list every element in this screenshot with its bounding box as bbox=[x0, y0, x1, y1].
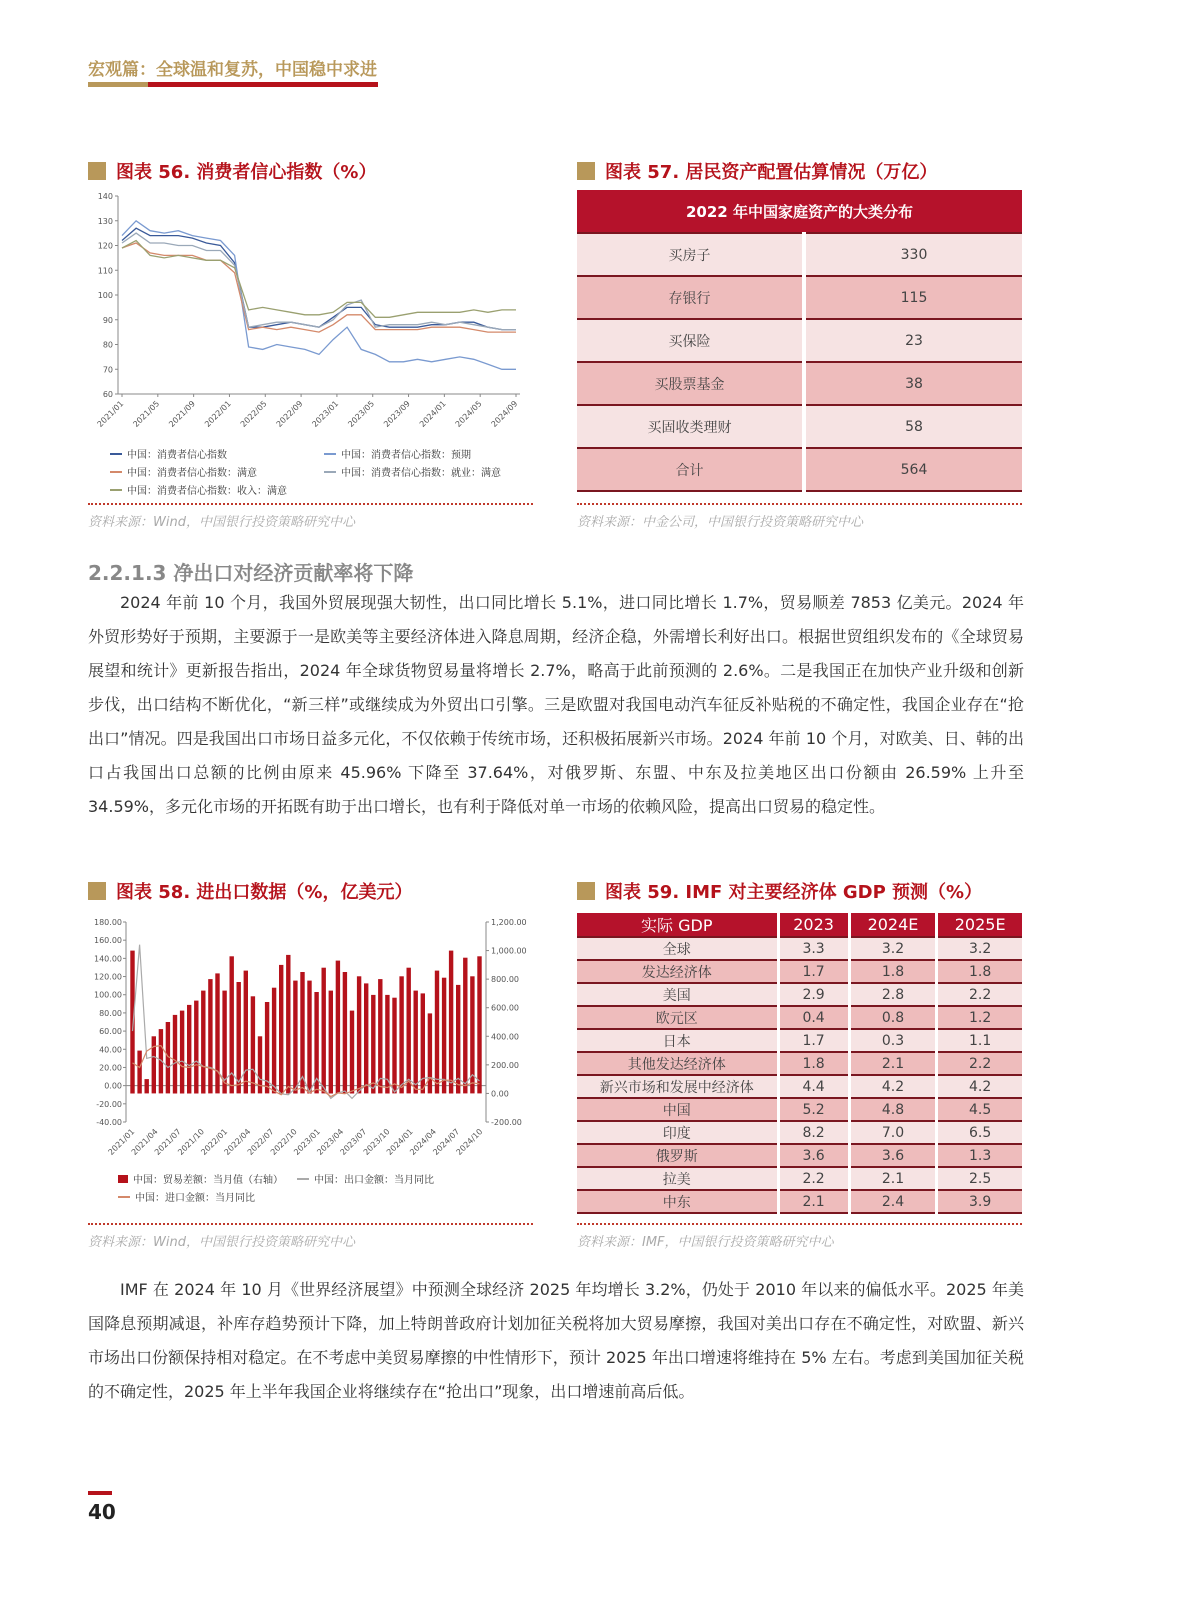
x-tick-label: 2024/10 bbox=[454, 1127, 485, 1157]
column-header: 2023 bbox=[778, 913, 849, 937]
economy-cell: 中国 bbox=[577, 1098, 778, 1121]
x-tick-label: 2021/09 bbox=[167, 399, 198, 429]
value-cell: 0.3 bbox=[849, 1029, 937, 1052]
table-row: 合计 564 bbox=[577, 448, 1022, 491]
table-row bbox=[577, 1075, 1022, 1098]
body-paragraph: IMF 在 2024 年 10 月《世界经济展望》中预测全球经济 2025 年均增长 3.2%，仍处于 2010 年以来的偏低水平。2025 年美国降息预期减退，补库存趋势预计下降，加上特朗普政府计划加征关税将加大贸易摩擦，我国对美出口存在不确定性，对欧盟、新兴市场出口份额保持相对稳定。在不考虑中美贸易摩擦的中性情形下，预计 2025 年出口增速将维持在 5% 左右。考虑到美国加征关税的不确定性，2025 年上半年我国企业将继续存在“抢出口”现象，出口增速前高后低。 bbox=[88, 1280, 1024, 1401]
economy-cell: 新兴市场和发展中经济体 bbox=[577, 1075, 778, 1098]
fig59-source: 资料来源：IMF，中国银行投资策略研究中心 bbox=[577, 1235, 834, 1250]
trade-balance-bar bbox=[329, 991, 333, 1094]
trade-balance-bar bbox=[456, 985, 460, 1094]
x-tick-label: 2024/01 bbox=[417, 399, 448, 429]
value-cell: 3.9 bbox=[937, 1190, 1022, 1213]
y-tick-label: 60 bbox=[102, 390, 113, 399]
y2-tick-label: 600.00 bbox=[491, 1003, 519, 1013]
x-tick-label: 2023/04 bbox=[315, 1127, 346, 1157]
value-cell: 1.8 bbox=[849, 960, 937, 983]
y-tick-label: 0.00 bbox=[104, 1081, 122, 1091]
table-row: 买房子 330 bbox=[577, 233, 1022, 276]
x-tick-label: 2021/10 bbox=[176, 1127, 207, 1157]
trade-balance-bar bbox=[407, 968, 411, 1094]
value-cell: 2.1 bbox=[849, 1052, 937, 1075]
table-row bbox=[577, 1190, 1022, 1213]
economy-cell: 俄罗斯 bbox=[577, 1144, 778, 1167]
economy-cell: 欧元区 bbox=[577, 1006, 778, 1029]
value-cell: 4.4 bbox=[778, 1075, 849, 1098]
value-cell: 3.2 bbox=[937, 937, 1022, 960]
trade-balance-bar bbox=[173, 1015, 177, 1094]
y-tick-label: 160.00 bbox=[94, 936, 122, 946]
trade-balance-bar bbox=[201, 991, 205, 1094]
trade-balance-bar bbox=[371, 995, 375, 1094]
value-cell: 2.2 bbox=[937, 1052, 1022, 1075]
x-tick-label: 2021/05 bbox=[131, 399, 162, 429]
trade-balance-bar bbox=[378, 979, 382, 1093]
trade-balance-bar bbox=[208, 979, 212, 1093]
trade-balance-bar bbox=[428, 1013, 432, 1093]
x-tick-label: 2024/01 bbox=[384, 1127, 415, 1157]
trade-balance-bar bbox=[137, 1051, 141, 1094]
value-cell: 4.2 bbox=[849, 1075, 937, 1098]
dotted-divider bbox=[88, 1223, 533, 1225]
square-bullet-icon bbox=[577, 162, 595, 180]
x-tick-label: 2024/07 bbox=[431, 1127, 462, 1157]
x-tick-label: 2022/10 bbox=[268, 1127, 299, 1157]
column-header: 2025E bbox=[937, 913, 1022, 937]
trade-balance-bar bbox=[399, 976, 403, 1093]
y-tick-label: 140 bbox=[97, 192, 113, 201]
fig56-title: 图表 56. 消费者信心指数（%） bbox=[88, 158, 376, 184]
value-cell: 2.2 bbox=[778, 1167, 849, 1190]
trade-balance-bar bbox=[449, 951, 453, 1094]
legend-item: 中国：消费者信心指数：预期 bbox=[324, 446, 471, 461]
economy-cell: 美国 bbox=[577, 983, 778, 1006]
y2-tick-label: 1,200.00 bbox=[491, 918, 527, 927]
x-tick-label: 2021/01 bbox=[106, 1127, 137, 1157]
series-line-1 bbox=[133, 945, 480, 1099]
value-cell: 2.9 bbox=[778, 983, 849, 1006]
value-cell: 2.5 bbox=[937, 1167, 1022, 1190]
value-cell: 1.1 bbox=[937, 1029, 1022, 1052]
x-tick-label: 2023/10 bbox=[361, 1127, 392, 1157]
value-cell: 2.1 bbox=[778, 1190, 849, 1213]
value-cell: 3.2 bbox=[849, 937, 937, 960]
section-heading: 2.2.1.3 净出口对经济贡献率将下降 bbox=[88, 561, 414, 585]
y2-tick-label: -200.00 bbox=[491, 1118, 522, 1127]
table-row bbox=[577, 1029, 1022, 1052]
y-tick-label: 140.00 bbox=[94, 954, 122, 964]
trade-balance-bar bbox=[392, 998, 396, 1094]
column-header: 2024E bbox=[849, 913, 937, 937]
trade-balance-bar bbox=[279, 965, 283, 1094]
trade-balance-bar bbox=[152, 1036, 156, 1093]
trade-data-combo-chart bbox=[88, 910, 533, 1168]
header-divider bbox=[88, 82, 378, 87]
y-tick-label: 100.00 bbox=[94, 990, 122, 1000]
trade-balance-bar bbox=[187, 1005, 191, 1094]
x-tick-label: 2024/05 bbox=[453, 399, 484, 429]
page-number-mark bbox=[88, 1491, 112, 1495]
value-cell: 1.8 bbox=[778, 1052, 849, 1075]
fig58-title: 图表 58. 进出口数据（%，亿美元） bbox=[88, 878, 412, 904]
value-cell: 2.8 bbox=[849, 983, 937, 1006]
economy-cell: 中东 bbox=[577, 1190, 778, 1213]
fig59-title: 图表 59. IMF 对主要经济体 GDP 预测（%） bbox=[577, 878, 982, 904]
fig56-legend bbox=[110, 446, 515, 500]
x-tick-label: 2023/01 bbox=[292, 1127, 323, 1157]
trade-balance-bar bbox=[477, 956, 481, 1093]
x-tick-label: 2023/01 bbox=[310, 399, 341, 429]
series-line-4 bbox=[122, 241, 516, 318]
dotted-divider bbox=[88, 503, 533, 505]
trade-balance-bar bbox=[180, 1011, 184, 1094]
square-bullet-icon bbox=[88, 882, 106, 900]
x-tick-label: 2021/04 bbox=[129, 1127, 160, 1157]
value-cell: 2.4 bbox=[849, 1190, 937, 1213]
trade-balance-bar bbox=[265, 1002, 269, 1093]
y-tick-label: 90 bbox=[102, 315, 113, 325]
page-header-title: 宏观篇：全球温和复苏，中国稳中求进 bbox=[88, 60, 377, 80]
body-paragraph: 2024 年前 10 个月，我国外贸展现强大韧性，出口同比增长 5.1%，进口同比增长 1.7%，贸易顺差 7853 亿美元。2024 年外贸形势好于预期，主要源于一是欧美等主要经济体进入降息周期，经济企稳，外需增长利好出口。根据世贸组织发布的《全球贸易展望和统计》更新报告指出，2024 年全球货物贸易量将增长 2.7%，略高于此前预测的 2.6%。二是我国正在加快产业升级和创新步伐，出口结构不断优化，“新三样”或继续成为外贸出口引擎。三是欧盟对我国电动汽车征反补贴税的不确定性，我国企业存在“抢出口”情况。四是我国出口市场日益多元化，不仅依赖于传统市场，还积极拓展新兴市场。2024 年前 10 个月，对欧美、日、韩的出口占我国出口总额的比例由原来 45.96% 下降至 37.64%，对俄罗斯、东盟、中东及拉美地区出口份额由 26.59% 上升至 34.59%，多元化市场的开拓既有助于出口增长，也有利于降低对单一市场的依赖风险，提高出口贸易的稳定性。 bbox=[88, 593, 1024, 816]
value-cell: 3.3 bbox=[778, 937, 849, 960]
value-cell: 7.0 bbox=[849, 1121, 937, 1144]
economy-cell: 全球 bbox=[577, 937, 778, 960]
value-cell: 2.2 bbox=[937, 983, 1022, 1006]
table-row bbox=[577, 983, 1022, 1006]
table-row bbox=[577, 1144, 1022, 1167]
legend-item: 中国：消费者信心指数：收入：满意 bbox=[110, 482, 287, 497]
value-cell: 2.1 bbox=[849, 1167, 937, 1190]
table-row bbox=[577, 1098, 1022, 1121]
x-tick-label: 2023/07 bbox=[338, 1127, 369, 1157]
table-row bbox=[577, 1167, 1022, 1190]
y-tick-label: 60.00 bbox=[99, 1027, 122, 1037]
x-tick-label: 2022/07 bbox=[245, 1127, 276, 1157]
trade-balance-bar bbox=[300, 972, 304, 1093]
square-bullet-icon bbox=[88, 162, 106, 180]
x-tick-label: 2022/01 bbox=[203, 399, 233, 429]
value-cell: 4.5 bbox=[937, 1098, 1022, 1121]
trade-balance-bar bbox=[244, 971, 248, 1094]
y2-tick-label: 1,000.00 bbox=[491, 946, 527, 956]
y-tick-label: 100 bbox=[97, 291, 113, 300]
x-tick-label: 2022/04 bbox=[222, 1127, 253, 1157]
value-cell: 8.2 bbox=[778, 1121, 849, 1144]
x-tick-label: 2024/04 bbox=[408, 1127, 439, 1157]
value-cell: 1.7 bbox=[778, 1029, 849, 1052]
trade-balance-bar bbox=[293, 981, 297, 1094]
y-tick-label: -20.00 bbox=[96, 1099, 122, 1109]
value-cell: 1.7 bbox=[778, 960, 849, 983]
x-tick-label: 2022/09 bbox=[274, 399, 305, 429]
trade-balance-bar bbox=[442, 978, 446, 1094]
value-cell: 6.5 bbox=[937, 1121, 1022, 1144]
trade-balance-bar bbox=[350, 1011, 354, 1094]
page-number: 40 bbox=[88, 1500, 116, 1524]
y-tick-label: 180.00 bbox=[94, 918, 122, 927]
x-tick-label: 2024/09 bbox=[489, 399, 520, 429]
y-tick-label: 120.00 bbox=[94, 972, 122, 982]
trade-balance-bar bbox=[336, 961, 340, 1094]
y-tick-label: 120 bbox=[97, 241, 113, 251]
table-row bbox=[577, 1052, 1022, 1075]
trade-balance-bar bbox=[307, 981, 311, 1094]
fig56-chart bbox=[88, 188, 533, 448]
trade-balance-bar bbox=[364, 983, 368, 1093]
y2-tick-label: 0.00 bbox=[491, 1089, 509, 1099]
economy-cell: 发达经济体 bbox=[577, 960, 778, 983]
table-header: 2022 年中国家庭资产的大类分布 bbox=[577, 190, 1022, 233]
trade-balance-bar bbox=[357, 976, 361, 1093]
y-tick-label: 130 bbox=[97, 216, 113, 226]
economy-cell: 其他发达经济体 bbox=[577, 1052, 778, 1075]
square-bullet-icon bbox=[577, 882, 595, 900]
legend-item: 中国：贸易差额：当月值（右轴） bbox=[118, 1171, 283, 1186]
x-tick-label: 2023/05 bbox=[346, 399, 377, 429]
imf-gdp-forecast-table bbox=[577, 913, 1022, 1214]
series-line-1 bbox=[122, 221, 516, 369]
consumer-confidence-line-chart bbox=[88, 188, 533, 448]
table-row bbox=[577, 1006, 1022, 1029]
fig56-source: 资料来源：Wind，中国银行投资策略研究中心 bbox=[88, 515, 355, 530]
value-cell: 1.8 bbox=[937, 960, 1022, 983]
value-cell: 5.2 bbox=[778, 1098, 849, 1121]
x-tick-label: 2021/07 bbox=[152, 1127, 183, 1157]
legend-item: 中国：消费者信心指数：就业：满意 bbox=[324, 464, 501, 479]
trade-balance-bar bbox=[251, 996, 255, 1093]
value-cell: 1.2 bbox=[937, 1006, 1022, 1029]
x-tick-label: 2023/09 bbox=[382, 399, 412, 429]
y-tick-label: 80 bbox=[102, 340, 113, 350]
trade-balance-bar bbox=[414, 991, 418, 1094]
dotted-divider bbox=[577, 1223, 1022, 1225]
fig58-chart bbox=[88, 910, 533, 1168]
household-assets-table bbox=[577, 190, 1022, 492]
x-tick-label: 2021/01 bbox=[95, 399, 126, 429]
legend-item: 中国：消费者信心指数 bbox=[110, 446, 310, 461]
value-cell: 1.3 bbox=[937, 1144, 1022, 1167]
trade-balance-bar bbox=[272, 988, 276, 1094]
value-cell: 4.2 bbox=[937, 1075, 1022, 1098]
table-row: 存银行 115 bbox=[577, 276, 1022, 319]
trade-balance-bar bbox=[343, 972, 347, 1093]
economy-cell: 拉美 bbox=[577, 1167, 778, 1190]
y2-tick-label: 400.00 bbox=[491, 1032, 519, 1042]
trade-balance-bar bbox=[463, 958, 467, 1094]
value-cell: 3.6 bbox=[849, 1144, 937, 1167]
trade-balance-bar bbox=[130, 951, 134, 1094]
legend-item: 中国：进口金额：当月同比 bbox=[118, 1189, 255, 1204]
legend-item: 中国：消费者信心指数：满意 bbox=[110, 464, 310, 479]
trade-balance-bar bbox=[145, 1079, 149, 1093]
value-cell: 0.8 bbox=[849, 1006, 937, 1029]
trade-balance-bar bbox=[215, 973, 219, 1093]
y2-tick-label: 800.00 bbox=[491, 975, 519, 985]
series-line-2 bbox=[133, 1046, 480, 1097]
y2-tick-label: 200.00 bbox=[491, 1060, 519, 1070]
value-cell: 3.6 bbox=[778, 1144, 849, 1167]
column-header: 实际 GDP bbox=[577, 913, 778, 937]
y-tick-label: 70 bbox=[102, 365, 113, 375]
trade-balance-bar bbox=[237, 982, 241, 1093]
y-tick-label: -40.00 bbox=[96, 1118, 122, 1127]
trade-balance-bar bbox=[322, 968, 326, 1094]
table-row bbox=[577, 937, 1022, 960]
economy-cell: 印度 bbox=[577, 1121, 778, 1144]
fig58-legend bbox=[118, 1171, 448, 1207]
table-row: 买固收类理财 58 bbox=[577, 405, 1022, 448]
x-tick-label: 2022/01 bbox=[199, 1127, 230, 1157]
value-cell: 4.8 bbox=[849, 1098, 937, 1121]
fig58-source: 资料来源：Wind，中国银行投资策略研究中心 bbox=[88, 1235, 355, 1250]
dotted-divider bbox=[577, 503, 1022, 505]
fig57-title: 图表 57. 居民资产配置估算情况（万亿） bbox=[577, 158, 937, 184]
y-tick-label: 40.00 bbox=[99, 1045, 122, 1055]
fig57-source: 资料来源：中金公司，中国银行投资策略研究中心 bbox=[577, 515, 864, 530]
table-row: 买保险 23 bbox=[577, 319, 1022, 362]
table-row: 买股票基金 38 bbox=[577, 362, 1022, 405]
legend-item: 中国：出口金额：当月同比 bbox=[297, 1171, 434, 1186]
y-tick-label: 80.00 bbox=[99, 1008, 122, 1018]
value-cell: 0.4 bbox=[778, 1006, 849, 1029]
trade-balance-bar bbox=[194, 1001, 198, 1094]
economy-cell: 日本 bbox=[577, 1029, 778, 1052]
trade-balance-bar bbox=[286, 955, 290, 1094]
table-row bbox=[577, 1121, 1022, 1144]
x-tick-label: 2022/05 bbox=[238, 399, 269, 429]
y-tick-label: 20.00 bbox=[99, 1063, 122, 1073]
y-tick-label: 110 bbox=[97, 266, 113, 276]
table-row bbox=[577, 960, 1022, 983]
trade-balance-bar bbox=[435, 971, 439, 1094]
